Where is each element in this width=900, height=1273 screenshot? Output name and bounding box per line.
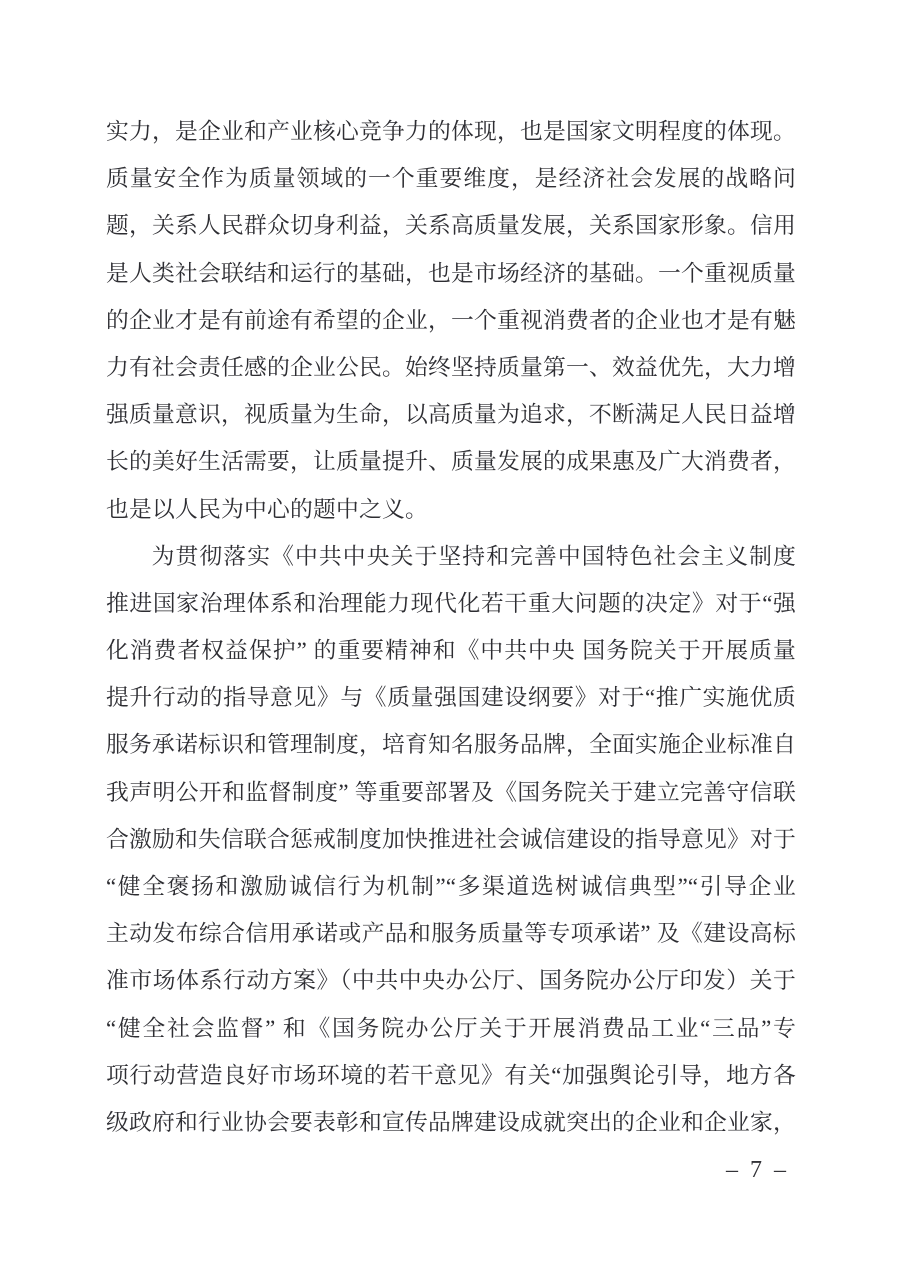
text-line: 实力，是企业和产业核心竞争力的体现，也是国家文明程度的体现。	[106, 119, 796, 144]
text-line: 我声明公开和监督制度” 等重要部署及《国务院关于建立完善守信联	[106, 779, 796, 805]
text-line: 为贯彻落实《中共中央关于坚持和完善中国特色社会主义制度	[151, 543, 796, 569]
text-line: 推进国家治理体系和治理能力现代化若干重大问题的决定》对于“强	[106, 590, 796, 616]
text-line: 是人类社会联结和运行的基础，也是市场经济的基础。一个重视质量	[106, 260, 796, 286]
text-line: 质量安全作为质量领域的一个重要维度，是经济社会发展的战略问	[106, 166, 796, 192]
text-line: 服务承诺标识和管理制度，培育知名服务品牌，全面实施企业标准自	[106, 732, 796, 758]
text-line: 也是以人民为中心的题中之义。	[106, 496, 428, 522]
text-line: 化消费者权益保护” 的重要精神和《中共中央 国务院关于开展质量	[106, 638, 796, 664]
text-line: 准市场体系行动方案》（中共中央办公厅、国务院办公厅印发）关于	[106, 968, 796, 994]
text-line: 提升行动的指导意见》与《质量强国建设纲要》对于“推广实施优质	[106, 685, 796, 711]
text-line: 题，关系人民群众切身利益，关系高质量发展，关系国家形象。信用	[106, 213, 796, 239]
text-line: 力有社会责任感的企业公民。始终坚持质量第一、效益优先，大力增	[106, 354, 796, 380]
text-line: “健全社会监督” 和《国务院办公厅关于开展消费品工业“三品”专	[106, 1015, 796, 1041]
text-line: 强质量意识，视质量为生命，以高质量为追求，不断满足人民日益增	[106, 402, 796, 428]
text-line: 合激励和失信联合惩戒制度加快推进社会诚信建设的指导意见》对于	[106, 826, 796, 852]
text-line: 主动发布综合信用承诺或产品和服务质量等专项承诺” 及《建设高标	[106, 921, 796, 947]
text-line: 长的美好生活需要，让质量提升、质量发展的成果惠及广大消费者，	[106, 449, 796, 475]
text-line: “健全褒扬和激励诚信行为机制”“多渠道选树诚信典型”“引导企业	[106, 874, 796, 899]
text-line: 的企业才是有前途有希望的企业，一个重视消费者的企业也才是有魅	[106, 307, 796, 333]
page-number: – 7 –	[726, 1157, 789, 1183]
body-text	[106, 108, 796, 1146]
text-line: 项行动营造良好市场环境的若干意见》有关“加强舆论引导，地方各	[106, 1062, 796, 1088]
text-line: 级政府和行业协会要表彰和宣传品牌建设成就突出的企业和企业家，	[106, 1109, 796, 1135]
